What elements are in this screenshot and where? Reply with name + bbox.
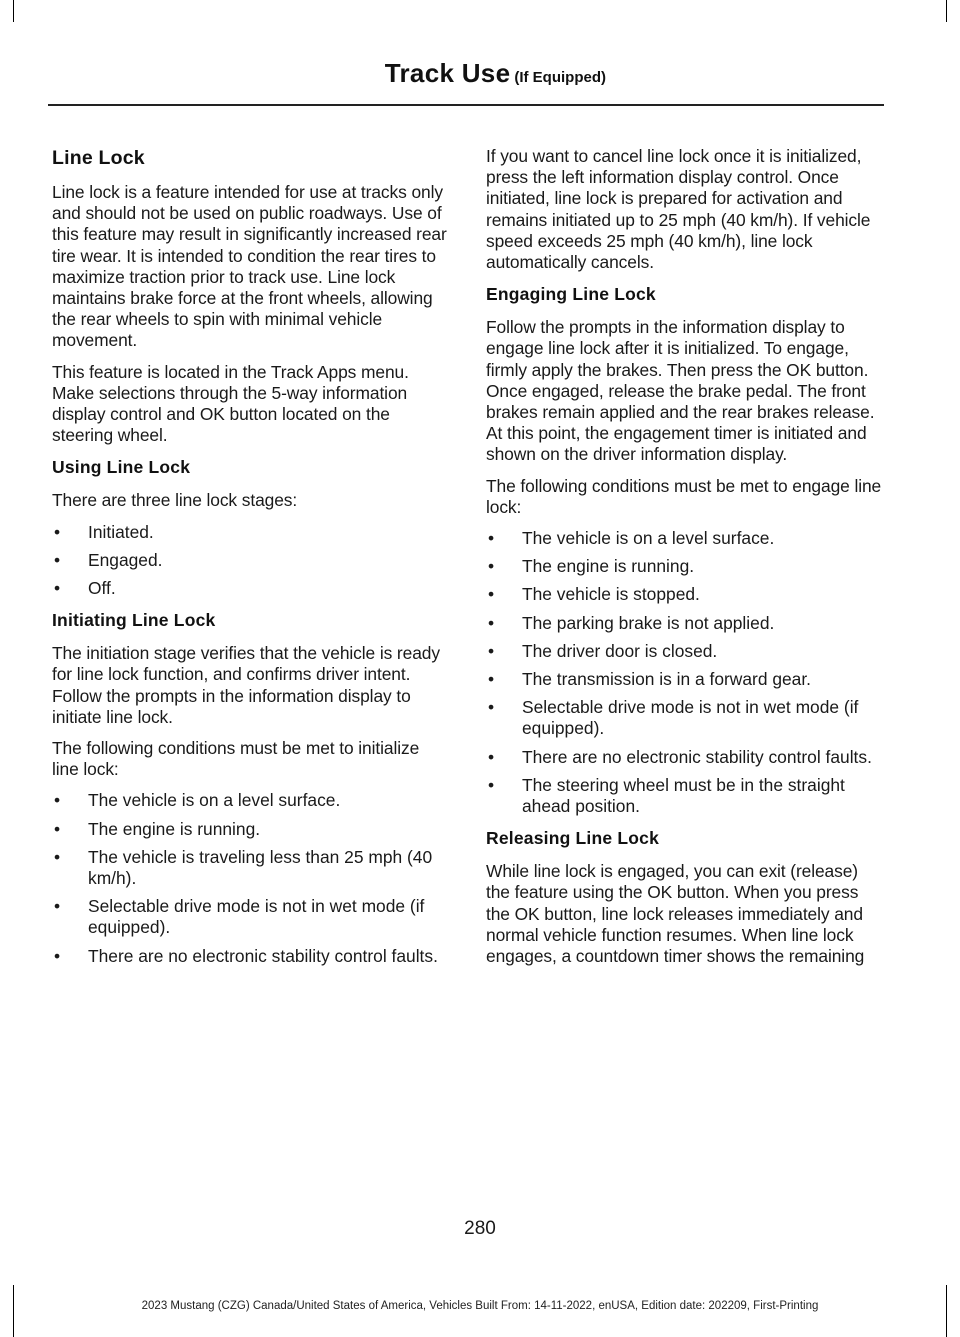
page-number: 280 [464,1218,496,1239]
paragraph-engage-conditions: The following conditions must be met to engage line lock: [486,475,882,517]
bullet: • [54,578,61,599]
bullet: • [488,528,495,549]
heading-using-line-lock: Using Line Lock [52,457,191,478]
bullet: • [488,697,495,718]
list-item: • Off. [54,578,116,599]
bullet: • [488,746,495,767]
bullet: • [488,669,495,690]
page-title: Track Use [384,58,511,88]
bullet: • [54,896,61,917]
paragraph-stages: There are three line lock stages: [52,490,298,511]
paragraph-initiation: The initiation stage verifies that the vehicle is ready for line lock function, and confirms driver intent. Follow the prompts in the information display to initiate line lock. [52,643,440,727]
list-item: • The vehicle is on a level surface. [54,790,341,811]
heading-releasing-line-lock: Releasing Line Lock [486,828,660,849]
list-item: • The vehicle is stopped. [488,584,700,605]
list-item: • The vehicle is traveling less than 25 mph (40 km/h). [54,846,433,889]
list-item: • Selectable drive mode is not in wet mode (if equipped). [488,697,859,739]
paragraph-engage: Follow the prompts in the information display to engage line lock after it is initialized. To engage, firmly apply the brakes. Then press the OK button. Once engaged, release the brake pedal. The front brakes remain applied and the rear brakes release. At this point, the engagement timer is initiated and shown on the driver information display. [486,317,875,465]
list-item: • Engaged. [54,549,163,570]
crop-mark-top-left [13,0,14,22]
list-item: • Selectable drive mode is not in wet mode (if equipped). [54,896,425,938]
list-item: • The engine is running. [488,556,695,577]
list-item: • The driver door is closed. [488,640,718,661]
heading-engaging-line-lock: Engaging Line Lock [486,284,656,305]
list-item: • The engine is running. [54,818,261,839]
page-footer: 2023 Mustang (CZG) Canada/United States of America, Vehicles Built From: 14-11-2022, enUSA, Edition date: 202209, First-Printing [141,1300,819,1312]
paragraph-init-conditions: The following conditions must be met to initialize line lock: [52,738,420,780]
paragraph-release: While line lock is engaged, you can exit (release) the feature using the OK button. When you press the OK button, line lock releases immediately and normal vehicle function resumes. When line lock engages, a countdown timer shows the remaining [486,861,865,967]
bullet: • [54,945,61,966]
page-subtitle: (If Equipped) [514,69,606,86]
list-item: • The vehicle is on a level surface. [488,528,775,549]
list-item: • The transmission is in a forward gear. [488,669,811,690]
paragraph-location: This feature is located in the Track Apps menu. Make selections through the 5-way information display control and OK button located on the steering wheel. [52,361,409,446]
list-item: • Initiated. [54,521,154,542]
bullet: • [54,790,61,811]
bullet: • [488,774,495,795]
bullet: • [488,640,495,661]
heading-initiating-line-lock: Initiating Line Lock [52,610,216,631]
right-column [486,146,882,977]
init-conditions-list [52,790,448,966]
page-header [48,58,884,89]
bullet: • [54,549,61,570]
stages-list [52,522,448,600]
left-column [52,146,448,977]
heading-line-lock: Line Lock [52,147,145,169]
header-divider [48,104,884,106]
bullet: • [54,521,61,542]
bullet: • [488,584,495,605]
list-item: • There are no electronic stability control faults. [54,945,438,966]
bullet: • [54,846,61,867]
paragraph-intro: Line lock is a feature intended for use at tracks only and should not be used on public roadways. Use of this feature may result in significantly increased rear tire wear. It is intended to condition the rear tires to maximize traction prior to track use. Line lock maintains brake force at the front wheels, allowing the rear wheels to spin with minimal vehicle movement. [52,182,447,351]
bullet: • [488,556,495,577]
paragraph-cancel: If you want to cancel line lock once it is initialized, press the left information display control. Once initiated, line lock is prepared for activation and remains initiated up to 25 mph (40 km/h). If vehicle speed exceeds 25 mph (40 km/h), line lock automatically cancels. [486,146,871,273]
list-item: • The steering wheel must be in the straight ahead position. [488,774,845,817]
engage-conditions-list [486,528,882,817]
crop-mark-top-right [946,0,947,22]
bullet: • [54,818,61,839]
bullet: • [488,612,495,633]
list-item: • The parking brake is not applied. [488,612,775,633]
list-item: • There are no electronic stability control faults. [488,746,872,767]
